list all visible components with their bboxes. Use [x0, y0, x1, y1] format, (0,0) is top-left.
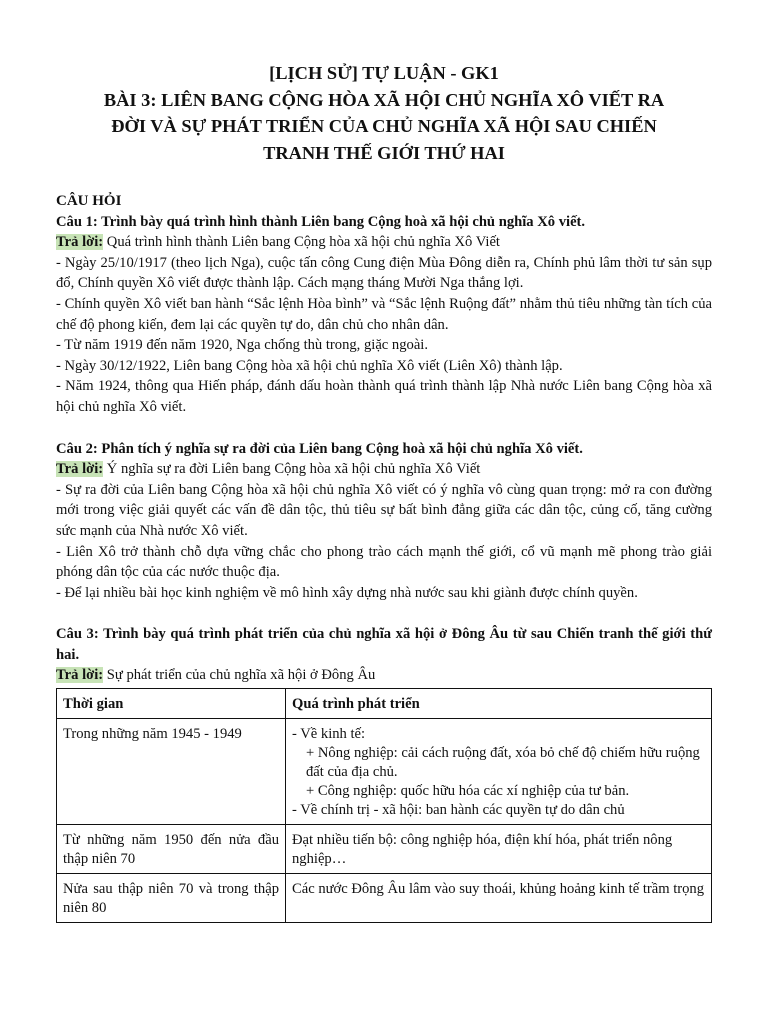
table-row	[57, 719, 712, 825]
title-line-2: BÀI 3: LIÊN BANG CỘNG HÒA XÃ HỘI CHỦ NGHĨA XÔ VIẾT RA	[103, 89, 665, 110]
section-heading: CÂU HỎI	[56, 193, 122, 209]
answer-1-point: - Ngày 25/10/1917 (theo lịch Nga), cuộc tấn công Cung điện Mùa Đông diễn ra, Chính phủ lâm thời tư sản sụp đổ, Chính quyền Xô viết được thành lập. Cách mạng tháng Mười Nga thắng lợi.	[56, 254, 712, 292]
document-title	[56, 60, 712, 166]
title-line-3: ĐỜI VÀ SỰ PHÁT TRIỂN CỦA CHỦ NGHĨA XÃ HỘI SAU CHIẾN	[111, 116, 657, 136]
table-row	[57, 874, 712, 923]
answer-1-point: - Chính quyền Xô viết ban hành “Sắc lệnh Hòa bình” và “Sắc lệnh Ruộng đất” nhằm thủ tiêu những tàn tích của chế độ phong kiến, đem lại các quyền tự do, dân chủ cho nhân dân.	[56, 295, 712, 333]
process-line: - Về kinh tế:	[292, 726, 366, 743]
question-2: Câu 2: Phân tích ý nghĩa sự ra đời của Liên bang Cộng hoà xã hội chủ nghĩa Xô viết.	[56, 440, 583, 457]
table-cell-time: Nửa sau thập niên 70 và trong thập niên 80	[57, 874, 286, 923]
table-row	[57, 825, 712, 874]
process-line: Các nước Đông Âu lâm vào suy thoái, khủng hoảng kinh tế trầm trọng	[292, 881, 705, 898]
spacer	[56, 603, 712, 624]
development-table	[56, 688, 712, 923]
table-cell-time: Trong những năm 1945 - 1949	[57, 719, 286, 825]
table-cell-process	[286, 874, 712, 923]
process-line: + Nông nghiệp: cải cách ruộng đất, xóa bỏ chế độ chiếm hữu ruộng đất của địa chủ.	[306, 745, 700, 781]
process-line: Đạt nhiều tiến bộ: công nghiệp hóa, điện khí hóa, phát triển nông nghiệp…	[292, 832, 673, 868]
answer-badge: Trả lời:	[56, 667, 104, 684]
process-line: + Công nghiệp: quốc hữu hóa các xí nghiệp của tư bản.	[306, 783, 630, 800]
answer-1-intro	[56, 232, 712, 253]
answer-1-intro-text: Quá trình hình thành Liên bang Cộng hòa xã hội chủ nghĩa Xô Viết	[103, 234, 500, 251]
table-cell-time: Từ những năm 1950 đến nửa đầu thập niên 70	[57, 825, 286, 874]
answer-1-point: - Ngày 30/12/1922, Liên bang Cộng hòa xã hội chủ nghĩa Xô viết (Liên Xô) thành lập.	[56, 357, 563, 374]
table-header-time: Thời gian	[57, 689, 286, 719]
process-line: - Về chính trị - xã hội: ban hành các quyền tự do dân chủ	[292, 802, 625, 819]
answer-1-point: - Từ năm 1919 đến năm 1920, Nga chống thù trong, giặc ngoài.	[56, 337, 429, 354]
table-header-row	[57, 689, 712, 719]
table-header-process: Quá trình phát triển	[286, 689, 712, 719]
answer-badge: Trả lời:	[56, 234, 104, 251]
question-1: Câu 1: Trình bày quá trình hình thành Liên bang Cộng hoà xã hội chủ nghĩa Xô viết.	[56, 213, 586, 230]
answer-2-intro-text: Ý nghĩa sự ra đời Liên bang Cộng hòa xã hội chủ nghĩa Xô Viết	[103, 461, 481, 478]
answer-2-point: - Sự ra đời của Liên bang Cộng hòa xã hội chủ nghĩa Xô viết có ý nghĩa vô cùng quan trọng: mở ra con đường mới trong việc giải quyết các vấn đề dân tộc, thủ tiêu sự bất bình đẳng giữa các dân tộc, củng cố, tăng cường sức mạnh của Nhà nước Xô viết.	[56, 481, 712, 539]
answer-badge: Trả lời:	[56, 461, 104, 478]
answer-1-point: - Năm 1924, thông qua Hiến pháp, đánh dấu hoàn thành quá trình thành lập Nhà nước Liên bang Cộng hòa xã hội chủ nghĩa Xô viết.	[56, 378, 712, 415]
table-cell-process	[286, 719, 712, 825]
title-line-4: TRANH THẾ GIỚI THỨ HAI	[263, 142, 505, 163]
answer-2-point: - Để lại nhiều bài học kinh nghiệm về mô hình xây dựng nhà nước sau khi giành được chính quyền.	[56, 584, 638, 601]
answer-3-intro-text: Sự phát triển của chủ nghĩa xã hội ở Đông Âu	[103, 667, 376, 684]
question-3: Câu 3: Trình bày quá trình phát triển của chủ nghĩa xã hội ở Đông Âu từ sau Chiến tranh thế giới thứ hai.	[56, 626, 712, 663]
title-line-1: [LỊCH SỬ] TỰ LUẬN - GK1	[269, 63, 499, 83]
answer-2-intro	[56, 459, 712, 480]
answer-2-point: - Liên Xô trở thành chỗ dựa vững chắc cho phong trào cách mạnh thế giới, cổ vũ mạnh mẽ phong trào giải phóng dân tộc của các nước thuộc địa.	[56, 543, 712, 581]
table-cell-process	[286, 825, 712, 874]
spacer	[56, 418, 712, 439]
answer-3-intro	[56, 665, 712, 686]
